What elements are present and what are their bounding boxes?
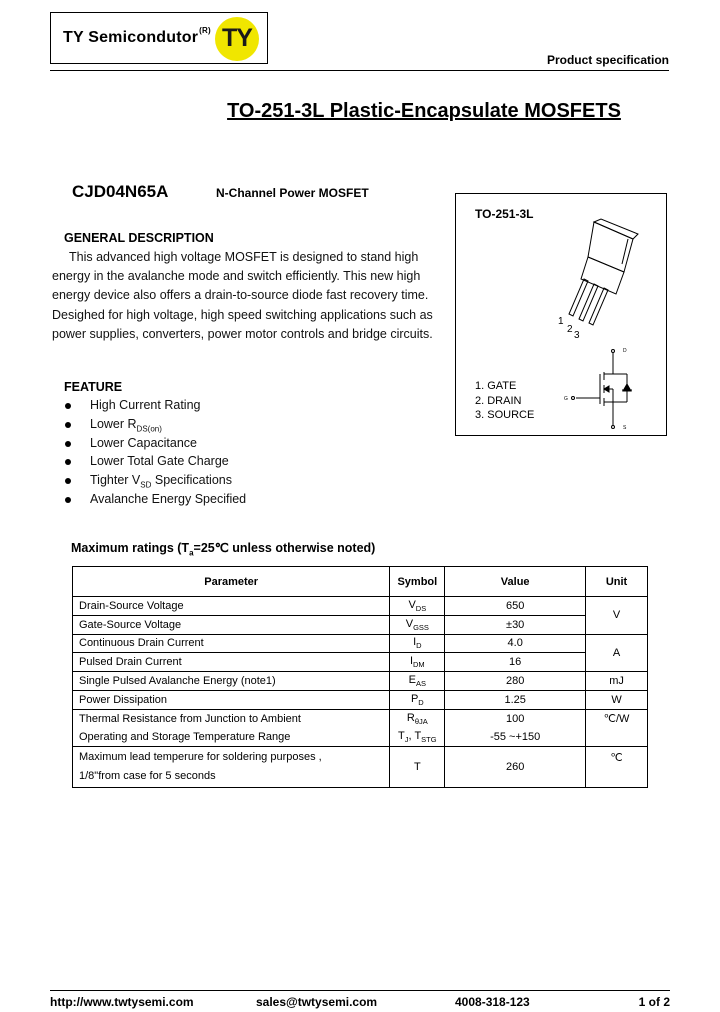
source-label: S bbox=[623, 425, 627, 431]
pin-drain: 2. DRAIN bbox=[475, 394, 522, 407]
symbol-cell: $I_{DM}$ bbox=[390, 653, 445, 672]
column-header-unit: Unit bbox=[586, 567, 648, 597]
symbol-cell: $V_{GSS}$ bbox=[390, 615, 445, 634]
bullet-icon bbox=[65, 497, 71, 503]
bullet-icon bbox=[65, 441, 71, 447]
value-cell: 100 bbox=[445, 709, 586, 728]
parameter-cell: Power Dissipation bbox=[73, 690, 390, 709]
value-cell: 4.0 bbox=[445, 634, 586, 653]
symbol-cell: $E_{AS}$ bbox=[390, 672, 445, 691]
product-specification-label: Product specification bbox=[546, 53, 669, 67]
value-cell: 260 bbox=[445, 747, 586, 788]
bullet-icon bbox=[65, 459, 71, 465]
feature-item: Lower $R_{DS(on)}$ bbox=[64, 417, 246, 436]
ratings-table bbox=[72, 566, 648, 788]
symbol-cell: T bbox=[390, 747, 445, 788]
unit-cell: ℃/W bbox=[586, 709, 648, 728]
package-diagram bbox=[455, 193, 667, 436]
footer-url[interactable]: http://www.twtysemi.com bbox=[50, 995, 194, 1009]
unit-cell: mJ bbox=[586, 672, 648, 691]
symbol-cell: $I_D$ bbox=[390, 634, 445, 653]
bullet-icon bbox=[65, 422, 71, 428]
table-row bbox=[73, 728, 648, 747]
logo-emblem: TY bbox=[215, 17, 259, 61]
table-row bbox=[73, 747, 648, 788]
column-header-parameter: Parameter bbox=[73, 567, 390, 597]
pin-list bbox=[475, 379, 534, 423]
parameter-cell: Gate-Source Voltage bbox=[73, 615, 390, 634]
drain-label: D bbox=[623, 348, 627, 354]
feature-item: High Current Rating bbox=[64, 398, 246, 417]
table-row bbox=[73, 709, 648, 728]
value-cell: ±30 bbox=[445, 615, 586, 634]
parameter-cell: Operating and Storage Temperature Range bbox=[73, 728, 390, 747]
gate-label: G bbox=[564, 396, 568, 402]
part-description: N-Channel Power MOSFET bbox=[216, 186, 369, 200]
symbol-cell: $T_J$, $T_{STG}$ bbox=[390, 728, 445, 747]
value-cell: -55 ~+150 bbox=[445, 728, 586, 747]
feature-item: Tighter $V_{SD}$ Specifications bbox=[64, 473, 246, 492]
column-header-symbol: Symbol bbox=[390, 567, 445, 597]
mosfet-symbol bbox=[572, 350, 633, 429]
general-description-text: This advanced high voltage MOSFET is designed to stand high energy in the avalanche mode and switch efficiently. This new high energy device also offers a drain-to-source diode fast recovery time. Desighed for high voltage, high speed switching applications such as power supplies, converters, power motor controls and bridge circuits. bbox=[52, 250, 433, 341]
unit-cell: ℃ bbox=[586, 747, 648, 788]
unit-cell: V bbox=[586, 597, 648, 635]
footer-rule bbox=[50, 990, 670, 991]
parameter-cell: Continuous Drain Current bbox=[73, 634, 390, 653]
header-rule bbox=[50, 70, 669, 71]
unit-cell: A bbox=[586, 634, 648, 672]
package-name: TO-251-3L bbox=[475, 207, 534, 221]
company-name: TY Semicondutor$^{(R)}$ bbox=[63, 26, 211, 46]
document-title: TO-251-3L Plastic-Encapsulate MOSFETS bbox=[227, 100, 621, 122]
feature-item: Lower Capacitance bbox=[64, 436, 246, 455]
feature-item: Lower Total Gate Charge bbox=[64, 454, 246, 473]
value-cell: 280 bbox=[445, 672, 586, 691]
feature-list bbox=[64, 398, 246, 511]
registered-mark: (R) bbox=[199, 26, 211, 35]
symbol-cell: $P_D$ bbox=[390, 690, 445, 709]
general-description-heading: GENERAL DESCRIPTION bbox=[64, 231, 214, 245]
feature-item: Avalanche Energy Specified bbox=[64, 492, 246, 511]
pin-number-3: 3 bbox=[574, 330, 580, 341]
unit-cell: W bbox=[586, 690, 648, 709]
table-row bbox=[73, 653, 648, 672]
table-row bbox=[73, 634, 648, 653]
table-row bbox=[73, 690, 648, 709]
unit-cell bbox=[586, 728, 648, 747]
ratings-title: Maximum ratings ($T_a=25℃$ unless otherwise noted) bbox=[71, 541, 376, 558]
column-header-value: Value bbox=[445, 567, 586, 597]
footer-email[interactable]: sales@twtysemi.com bbox=[256, 995, 378, 1009]
pin-number-2: 2 bbox=[567, 324, 573, 335]
footer-phone: 4008-318-123 bbox=[455, 995, 530, 1009]
company-logo bbox=[50, 12, 268, 64]
pin-number-1: 1 bbox=[558, 316, 564, 327]
parameter-cell: Pulsed Drain Current bbox=[73, 653, 390, 672]
parameter-cell: Thermal Resistance from Junction to Ambient bbox=[73, 709, 390, 728]
table-row bbox=[73, 672, 648, 691]
parameter-cell: Single Pulsed Avalanche Energy (note1) bbox=[73, 672, 390, 691]
parameter-cell: Maximum lead temperure for soldering purposes , 1/8"from case for 5 seconds bbox=[73, 747, 390, 788]
package-outline bbox=[569, 219, 638, 325]
bullet-icon bbox=[65, 403, 71, 409]
table-header-row bbox=[73, 567, 648, 597]
value-cell: 16 bbox=[445, 653, 586, 672]
pin-gate: 1. GATE bbox=[475, 380, 517, 392]
pin-source: 3. SOURCE bbox=[475, 409, 535, 421]
bullet-icon bbox=[65, 478, 71, 484]
value-cell: 650 bbox=[445, 597, 586, 616]
feature-heading: FEATURE bbox=[64, 380, 123, 394]
part-number: CJD04N65A bbox=[72, 182, 169, 201]
symbol-cell: $V_{DS}$ bbox=[390, 597, 445, 616]
symbol-cell: $R_{\theta JA}$ bbox=[390, 709, 445, 728]
parameter-cell: Drain-Source Voltage bbox=[73, 597, 390, 616]
table-row bbox=[73, 615, 648, 634]
page-number: 1 of 2 bbox=[638, 995, 670, 1009]
table-row bbox=[73, 597, 648, 616]
value-cell: 1.25 bbox=[445, 690, 586, 709]
